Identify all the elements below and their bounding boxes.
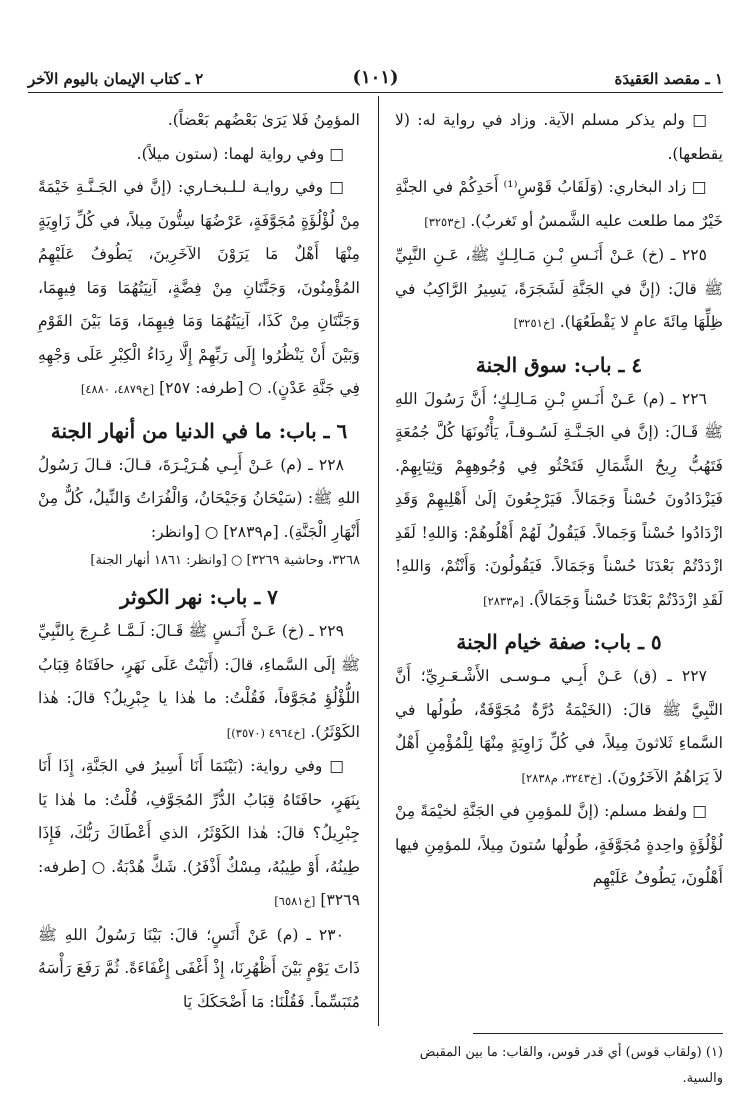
hadith-reference: [خ٤٩٦٤ (٣٥٧٠)] [226,725,306,740]
hadith-reference: [خ٤٨٧٩، ٤٨٨٠] [80,382,155,396]
cross-reference-line: ٣٢٦٨، وحاشية ٣٢٦٩] ○ [وانظر: ١٨٦١ أنهار الجنة] [90,553,360,568]
text-paragraph [395,795,723,896]
text-paragraph [38,919,360,1020]
text-paragraph [395,239,723,341]
paragraph-text: □ وفي رواية لهما: (ستون ميلاً). [136,144,344,163]
hadith-reference: [خ٣٢٥٣] [424,214,466,229]
chapter-heading: ٧ ـ باب: نهر الكوثر [120,585,278,609]
paragraph-text: المؤمِنُ فَلا يَرَىٰ بَعْضُهم بَعْضاً). [167,111,360,129]
text-paragraph [38,138,360,172]
header-chapter-title: ٢ ـ كتاب الإيمان باليوم الآخر [28,70,204,88]
hadith-reference: [خ٦٥٨١] [274,894,316,908]
hadith-reference: [م٢٨٣٣] [483,593,524,608]
hadith-reference: [خ٣٢٥١] [513,316,555,330]
page-number: (١٠١) [352,67,399,88]
text-paragraph [38,750,360,919]
chapter-heading: ٤ ـ باب: سوق الجنة [475,352,643,377]
text-paragraph [38,171,360,407]
text-paragraph [38,104,360,138]
page-header [28,62,723,92]
right-text-column [395,104,723,896]
hadith-reference: [خ٣٢٤٣، م٢٨٣٨] [521,770,602,785]
text-paragraph [38,449,360,550]
header-divider [28,92,723,93]
paragraph-text: □ ولفظ مسلم: (إنَّ للمؤمِنِ في الجَنَّةِ لخيْمَةً مِنْ لُؤْلُؤَةٍ واحِدةٍ مُجَوَّفَةٍ، طُولُها سُتونَ مِيلاً، للمؤمِنِ فيها أَهْلُونَ، يَطُوفُ عَلَيْهِم [395,802,723,887]
header-section-title: ١ ـ مقصد العَقيدَة [614,70,723,88]
paragraph-text: ٢٢٩ ـ (خ) عَـنْ أَنَـسٍ ﷺ قَـالَ: لَـمَّـا عُـرِجَ بِالنَّبِيِّ ﷺ إلَى السَّماءِ، قالَ: (أَتَيْتُ عَلَى نَهَرٍ، حافَتَاهُ قِبَابُ اللُّؤْلُؤِ مُجَوَّفاً، فَقُلْتُ: ما هٰذا يا جِبْرِيلُ؟ قالَ: هٰذا الكَوْثَرُ). [38,622,360,741]
footnote: (١) (ولقاب قوس) أي قدر قوس، والقاب: ما بين المقبض والسية. [419,1045,723,1086]
column-divider [378,96,379,1026]
left-text-column [38,104,360,1019]
paragraph-text: □ ولم يذكر مسلم الآية. وزاد في رواية له: (لا يقطعها). [395,111,723,163]
paragraph-text: □ زاد البخاري: (وَلَقَابُ قَوْسِ⁽¹⁾ أَحَدِكُمْ في الجنَّةِ خَيْرٌ مما طلعت عليه الشَّمسُ أو تَغربُ). [395,178,723,230]
paragraph-text: ٢٢٥ ـ (خ) عَـنْ أَنَـسِ بْـنِ مَـالِـكٍ ﷺ، عَـنِ النَّبِيِّ ﷺ قالَ: (إنَّ في الجَنَّةِ لَشَجَرَةً، يَسِيرُ الرَّاكِبُ في ظِلِّهَا مِائَةَ عامٍ لا يَقْطَعُهَا). [395,246,723,331]
paragraph-text: ٢٢٧ ـ (ق) عَـنْ أَبِـي مـوسـى الأَشْـعَـرِيِّ؛ أَنَّ النَّبِيَّ ﷺ قالَ: (الخَيْمَةُ دُرَّةٌ مُجَوَّفَةٌ، طُولُها في السَّماءِ ثَلاثونَ مِيلاً، في كُلِّ زَاوِيَةٍ مِنْهَا لِلْمُؤْمِنِ أَهْلٌ لاَ يَرَاهُمُ الآخَرُونَ). [395,667,723,786]
chapter-heading: ٦ ـ باب: ما في الدنيا من أنهار الجنة [50,418,348,443]
paragraph-text: □ وفي رواية: (بَيْنَمَا أَنَا أَسِيرُ في الجَنَّةِ، إِذَا أَنَا بِنَهَرٍ، حافَتَاهُ قِبَابُ الدُّرِّ المُجَوَّفِ، قُلْتُ: ما هٰذا يَا جِبْرِيلُ؟ قالَ: هٰذا الكَوْثَرُ، الذي أَعْطَاكَ رَبُّكَ، فَإِذَا طِينُهُ، أَوْ طِيبُهُ، مِسْكٌ أَذْفَرُ). شَكَّ هُدْبَةُ. ○ [طرفه: ٣٢٦٩] [38,757,360,909]
text-paragraph [38,615,360,750]
text-paragraph [395,171,723,239]
chapter-heading: ٥ ـ باب: صفة خيام الجنة [456,630,662,654]
paragraph-text: ٢٢٨ ـ (م) عَـنْ أَبِـي هُـرَيْـرَةَ، قـالَ: قـالَ رَسُولُ اللهِ ﷺ: (سَيْحَانُ وَجَيْحَانُ، وَالْفُرَاتُ وَالنِّيلُ، كُلٌّ مِنْ أَنْهَارِ الْجَنَّةِ). [م٢٨٣٩] ○ [وانظر: [38,455,360,541]
paragraph-text: □ وفي روايـة لـلـبخـاري: (إنَّ في الجَـنَّـةِ خَيْمَةً مِنْ لُؤْلُؤَةٍ مُجَوَّفَةٍ، عَرْضُهَا سِتُّونَ مِيلاً، في كُلِّ زَاوِيَةٍ مِنْهَا أَهْلٌ مَا يَرَوْنَ الآخَرِينَ، يَطُوفُ عَلَيْهِمُ المُؤْمِنُونَ، وَجَنَّتَانِ مِنْ فِضَّةٍ، آنِيَتُهُمَا وَمَا فِيهِمَا، وَجَنَّتَانِ مِنْ كَذَا، آنِيَتُهُمَا وَمَا فِيهِمَا، وَمَا بَيْنَ القَوْمِ وَبَيْنَ أَنْ يَنْظُرُوا إِلَى رَبِّهِمْ إِلَّا رِدَاءُ الْكِبْرِ عَلَى وَجْهِهِ فِي جَنَّةِ عَدْنٍ). ○ [طرفه: ٢٥٧] [38,178,360,397]
text-paragraph [395,383,723,619]
paragraph-text: ٢٢٦ ـ (م) عَـنْ أَنَـسِ بْـنِ مَـالِـكٍ؛ أَنَّ رَسُولَ اللهِ ﷺ قَـالَ: (إنَّ في الجَـنَّـةِ لَسُـوقـاً، يَأْتُونَهَا كُلَّ جُمُعَةٍ فَتَهُبُّ رِيحُ الشَّمَالِ فَتَحْثُو فِي وُجُوهِهِمْ وَثِيَابِهِمْ. فَيَزْدَادُونَ حُسْناً وَجَمَالاً. فَيَرْجِعُونَ إلَىٰ أَهْلِيهِمْ وَقَدِ ازْدَادُوا حُسْناً وَجَمالاً. فَيَقُولُ لَهُمْ أَهْلُوهُمْ: وَاللهِ! لَقَدِ ازْدَدْتُمْ بَعْدَنَا حُسْناً وَجَمَالاً. فَيَقُولُونَ: وَأَنْتُمْ، وَاللهِ! لَقَدِ ازْدَدْتُمْ بَعْدَنَا حُسْناً وَجَمَالاً). [395,389,723,609]
text-paragraph [395,660,723,795]
text-paragraph [395,104,723,171]
footnote-divider [473,1033,723,1034]
paragraph-text: ٢٣٠ ـ (م) عَنْ أَنَسٍ؛ قالَ: بَيْنَا رَسُولُ اللهِ ﷺ ذَاتَ يَوْمٍ بَيْنَ أَظْهُرِنَا، إِذْ أَغْفَى إِغْفَاءَةً. ثُمَّ رَفَعَ رَأْسَهُ مُتَبَسِّماً. فَقُلْنَا: مَا أَضْحَكَكَ يَا [38,925,360,1011]
